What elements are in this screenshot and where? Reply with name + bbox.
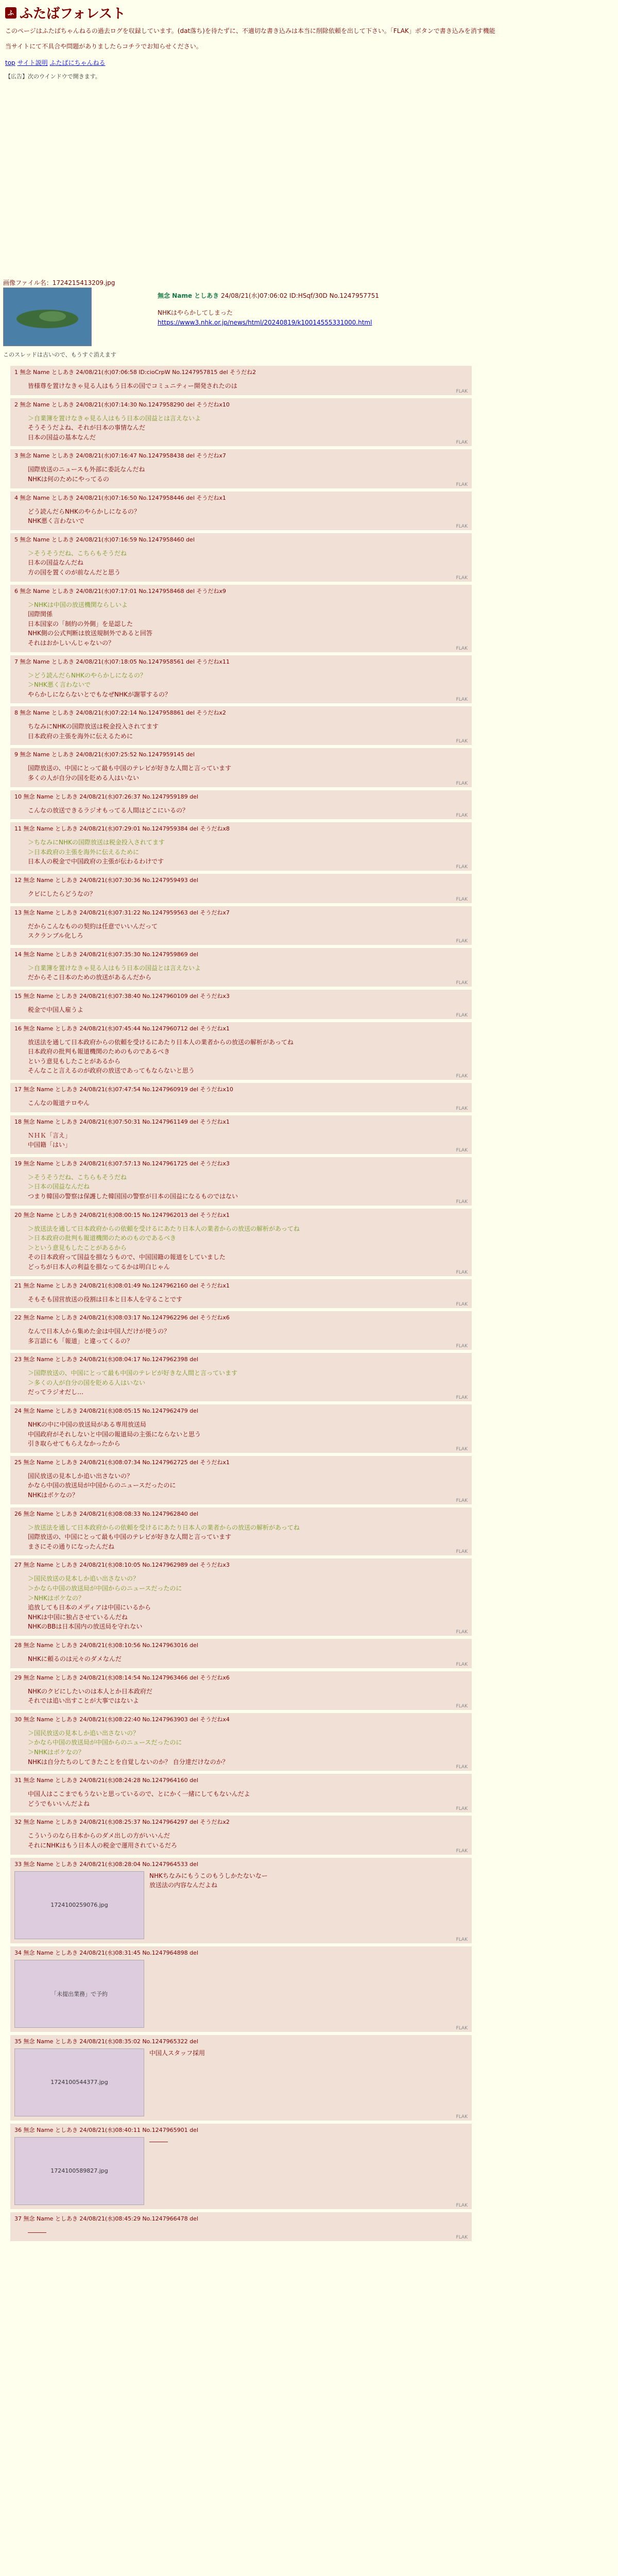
reply-text: ＞国民放送の見本しか追い出さないの？ ＞かなら中国の放送局が中国からのニュースだったのに ＞NHKはボケなの？ NHKは自分たちのしてきたことを自覚しないのか？ 自分達だけなのか？ xyxy=(28,1729,229,1766)
reply-text: 皆様尊を置けなきゃ見る人はもう日本の国でコミュニティー開発されたのは xyxy=(28,382,237,389)
reply-delete-link[interactable]: FLAK xyxy=(456,739,468,744)
reply-image[interactable]: 1724100259076.jpg xyxy=(14,1871,144,1939)
reply-post xyxy=(10,874,472,903)
reply-delete-link[interactable]: FLAK xyxy=(456,1498,468,1503)
nav-link-about[interactable]: サイト説明 xyxy=(17,59,48,66)
nav-link-top[interactable]: top xyxy=(5,59,15,66)
reply-delete-link[interactable]: FLAK xyxy=(456,781,468,786)
page-title: ふたばフォレスト xyxy=(20,6,126,22)
reply-meta: 21 無念 Name としあき 24/08/21(水)08:01:49 No.1247962160 del そうだねx1 xyxy=(14,1282,230,1289)
reply-text: ＞どう読んだらNHKのやらかしになるの？ ＞NHK悪く言わないで やらかしにならないとでもなぜNHKが謝罪するの？ xyxy=(28,671,171,698)
reply-meta: 32 無念 Name としあき 24/08/21(水)08:25:37 No.1247964297 del そうだねx2 xyxy=(14,1819,230,1826)
reply-text: 国際放送の、中国にとって最も中国のテレビが好きな人間と言っています 多くの人が自分の国を貶める人はいない xyxy=(28,765,232,782)
reply-delete-link[interactable]: FLAK xyxy=(456,1269,468,1275)
reply-text: ＞国際放送の、中国にとって最も中国のテレビが好きな人間と言っています ＞多くの人が自分の国を貶める人はいない だってラジオだし… xyxy=(28,1369,238,1396)
reply-image-row xyxy=(14,2048,468,2116)
reply-text: NHKのクビにしたいのは本人とか日本政府だ それでは追い出すことが大事ではないよ xyxy=(28,1687,152,1705)
reply-post xyxy=(10,748,472,787)
reply-meta: 29 無念 Name としあき 24/08/21(水)08:14:54 No.1247963466 del そうだねx6 xyxy=(14,1674,230,1681)
op-name: 無念 Name としあき xyxy=(158,292,219,299)
page-header xyxy=(0,0,618,80)
reply-text: ＞ちなみにNHKの国際放送は税金投入されてます ＞日本政府の主張を海外に伝えるために 日本人の税金で中国政府の主張が伝わるわけです xyxy=(28,839,165,866)
reply-delete-link[interactable]: FLAK xyxy=(456,388,468,394)
reply-image[interactable]: 1724100589827.jpg xyxy=(14,2137,144,2205)
reply-delete-link[interactable]: FLAK xyxy=(456,1199,468,1205)
reply-delete-link[interactable]: FLAK xyxy=(456,1147,468,1153)
reply-meta: 1 無念 Name としあき 24/08/21(水)07:06:58 ID:cioCrpW No.1247957815 del そうだね2 xyxy=(14,369,256,376)
reply-delete-link[interactable]: FLAK xyxy=(456,2025,468,2031)
reply-meta: 35 無念 Name としあき 24/08/21(水)08:35:02 No.1247965322 del xyxy=(14,2038,198,2045)
reply-text: 国民放送の見本しか追い出さないの？ かなら中国の放送局が中国からのニュースだったのに NHKはボケなの？ xyxy=(28,1472,176,1499)
reply-delete-link[interactable]: FLAK xyxy=(456,575,468,581)
reply-text: ――― xyxy=(28,2228,46,2236)
reply-meta: 7 無念 Name としあき 24/08/21(水)07:18:05 No.1247958561 del そうだねx11 xyxy=(14,658,230,665)
reply-post xyxy=(10,1639,472,1668)
reply-post xyxy=(10,1311,472,1350)
reply-delete-link[interactable]: FLAK xyxy=(456,646,468,651)
reply-text: ＞NHKは中国の放送機関ならしいよ 国際関係 日本国家の「制約の外側」を是認した NHK側の公式判断は放送規制外であると回答 それはおかしいんじゃないの？ xyxy=(28,601,152,647)
reply-text: ＞そうそうだね、こちらもそうだね ＞日本の国益なんだね つまり韓国の警察は保護した韓国国の警察が日本の国益になるものではない xyxy=(28,1173,238,1200)
reply-meta: 37 無念 Name としあき 24/08/21(水)08:45:29 No.1247966478 del xyxy=(14,2215,198,2222)
reply-meta: 12 無念 Name としあき 24/08/21(水)07:30:36 No.1247959493 del xyxy=(14,877,198,884)
reply-text: ＞放送法を通して日本政府からの依頼を受けるにあたり日本人の業者からの放送の解析があってね ＞日本政府の批判も報道機関のためのものであるべき ＞という意見もしたことがあるから その日本政府って国益を損なうもので、中国国籍の報道をしていました どっちが日本人の利益を損なってるかは明白じゃん xyxy=(28,1225,300,1270)
reply-text: 税金で中国人雇うよ xyxy=(28,1006,84,1013)
reply-meta: 13 無念 Name としあき 24/08/21(水)07:31:22 No.1247959563 del そうだねx7 xyxy=(14,909,230,916)
reply-image[interactable]: 「未提出業務」で予約 xyxy=(14,1960,144,2028)
reply-post xyxy=(10,990,472,1019)
reply-text: NHKの中に中国の放送局がある専用放送局 中国政府がそれしないと中国の報道局の主張にならないと思う 引き取らせてもらえなかったから xyxy=(28,1421,201,1448)
reply-delete-link[interactable]: FLAK xyxy=(456,1106,468,1111)
ad-note: 【広告】次のウインドウで開きます。 xyxy=(5,73,101,80)
reply-meta: 34 無念 Name としあき 24/08/21(水)08:31:45 No.1247964898 del xyxy=(14,1949,198,1956)
reply-post xyxy=(10,2124,472,2209)
reply-meta: 17 無念 Name としあき 24/08/21(水)07:47:54 No.1247960919 del そうだねx10 xyxy=(14,1086,233,1093)
op-link[interactable]: https://www3.nhk.or.jp/news/html/20240819/k10014555331000.html xyxy=(158,319,372,327)
reply-post xyxy=(10,906,472,945)
reply-delete-link[interactable]: FLAK xyxy=(456,1302,468,1308)
reply-meta: 14 無念 Name としあき 24/08/21(水)07:35:30 No.1247959869 del xyxy=(14,951,198,958)
reply-text: ＞そうそうだね、こちらもそうだね 日本の国益なんだね 方の国を置くのが前なんだと思う xyxy=(28,549,127,576)
reply-delete-link[interactable]: FLAK xyxy=(456,1806,468,1812)
reply-post xyxy=(10,533,472,582)
reply-post xyxy=(10,1816,472,1854)
site-logo-icon: ふ xyxy=(5,7,16,19)
reply-list xyxy=(3,366,472,2244)
reply-delete-link[interactable]: FLAK xyxy=(456,896,468,902)
reply-post xyxy=(10,1558,472,1636)
reply-post xyxy=(10,1858,472,1943)
reply-post xyxy=(10,790,472,820)
reply-meta: 36 無念 Name としあき 24/08/21(水)08:40:11 No.1247965901 del xyxy=(14,2126,198,2133)
reply-delete-link[interactable]: FLAK xyxy=(456,1629,468,1635)
reply-meta: 18 無念 Name としあき 24/08/21(水)07:50:31 No.1247961149 del そうだねx1 xyxy=(14,1118,230,1125)
reply-delete-link[interactable]: FLAK xyxy=(456,1012,468,1018)
op-meta: 24/08/21(水)07:06:02 ID:HSqf/30D No.1247957751 xyxy=(220,292,379,299)
op-text: NHKはやらかしてしまった xyxy=(158,309,233,317)
reply-meta: 16 無念 Name としあき 24/08/21(水)07:45:44 No.1247960712 del そうだねx1 xyxy=(14,1025,230,1032)
reply-image-row xyxy=(14,1960,468,2028)
reply-image[interactable]: 1724100544377.jpg xyxy=(14,2048,144,2116)
reply-post xyxy=(10,1115,472,1154)
reply-meta: 8 無念 Name としあき 24/08/21(水)07:22:14 No.1247958861 del そうだねx2 xyxy=(14,709,226,717)
original-post xyxy=(3,278,570,328)
reply-meta: 9 無念 Name としあき 24/08/21(水)07:25:52 No.1247959145 del xyxy=(14,751,195,758)
reply-meta: 3 無念 Name としあき 24/08/21(水)07:16:47 No.1247958438 del そうだねx7 xyxy=(14,452,226,460)
reply-image-row xyxy=(14,2137,468,2205)
reply-delete-link[interactable]: FLAK xyxy=(456,938,468,944)
op-thumbnail[interactable] xyxy=(3,287,92,346)
reply-text: こういうのなら日本からのダメ出しの方がいいんだ それにNHKはもう日本人の税金で運用されているだろ xyxy=(28,1832,177,1849)
reply-meta: 19 無念 Name としあき 24/08/21(水)07:57:13 No.1247961725 del そうだねx3 xyxy=(14,1160,230,1167)
reply-text: NHKに頼るのは元々のダメなんだ xyxy=(28,1655,122,1663)
reply-image-row xyxy=(14,1871,468,1939)
reply-post xyxy=(10,1774,472,1812)
reply-text: 中国人はここまでもうないと思っているので、とにかく一緒にしてもないんだよ どうでもいいんだよね xyxy=(28,1790,250,1807)
reply-meta: 5 無念 Name としあき 24/08/21(水)07:16:59 No.1247958460 del xyxy=(14,536,195,543)
reply-delete-link[interactable]: FLAK xyxy=(456,865,468,870)
reply-text: 中国人スタッフ採用 xyxy=(149,2049,205,2057)
reply-meta: 20 無念 Name としあき 24/08/21(水)08:00:15 No.1247962013 del そうだねx1 xyxy=(14,1211,230,1218)
reply-delete-link[interactable]: FLAK xyxy=(456,1395,468,1401)
reply-delete-link[interactable]: FLAK xyxy=(456,1073,468,1079)
reply-meta: 6 無念 Name としあき 24/08/21(水)07:17:01 No.1247958468 del そうだねx9 xyxy=(14,587,226,595)
reply-post xyxy=(10,948,472,987)
reply-post xyxy=(10,2035,472,2121)
reply-post xyxy=(10,1507,472,1556)
reply-post xyxy=(10,1456,472,1504)
reply-meta: 10 無念 Name としあき 24/08/21(水)07:26:37 No.1247959189 del xyxy=(14,793,198,800)
reply-meta: 27 無念 Name としあき 24/08/21(水)08:10:05 No.1247962989 del そうだねx3 xyxy=(14,1562,230,1569)
reply-text: NHKちなみにもうこのもうしかたないなー 放送法の内容なんだよね xyxy=(149,1872,268,1889)
reply-delete-link[interactable]: FLAK xyxy=(456,980,468,986)
reply-delete-link[interactable]: FLAK xyxy=(456,1662,468,1667)
reply-post xyxy=(10,1946,472,2032)
reply-meta: 11 無念 Name としあき 24/08/21(水)07:29:01 No.1247959384 del そうだねx8 xyxy=(14,825,230,833)
reply-text: 放送法を通して日本政府からの依頼を受けるにあたり日本人の業者からの放送の解析があってね 日本政府の批判も報道機関のためのものであるべき という意見もしたことがあるから そんなこと言えるのが政府の放送であってもならないと思う xyxy=(28,1038,294,1075)
reply-delete-link[interactable]: FLAK xyxy=(456,1549,468,1555)
reply-post xyxy=(10,492,472,530)
reply-post xyxy=(10,1404,472,1453)
intro-text xyxy=(5,26,613,51)
reply-post xyxy=(10,2212,472,2242)
reply-text: だからこんなものの契約は任意でいいんだって スクランブル化しろ xyxy=(28,922,158,940)
reply-meta: 31 無念 Name としあき 24/08/21(水)08:24:28 No.1247964160 del xyxy=(14,1777,198,1784)
reply-meta: 25 無念 Name としあき 24/08/21(水)08:07:34 No.1247962725 del そうだねx1 xyxy=(14,1459,230,1466)
reply-delete-link[interactable]: FLAK xyxy=(456,2114,468,2120)
op-file-label[interactable]: 画像ファイル名：1724215413209.jpg xyxy=(3,279,115,286)
nav-link-futaba[interactable]: ふたばにちゃんねる xyxy=(49,59,106,66)
nav-links xyxy=(5,58,613,67)
reply-text: どう読んだらNHKのやらかしになるの？ NHK悪く言わないで xyxy=(28,507,140,525)
reply-post xyxy=(10,1353,472,1401)
reply-text: 国際放送のニュースも外部に委託なんだね NHKは何のためにやってるの xyxy=(28,466,145,483)
reply-post xyxy=(10,1209,472,1276)
reply-text: ＞自業簿を置けなきゃ見る人はもう日本の国益とは言えないよ そうそうだよね、それが日本の事情なんだ 日本の国益の基本なんだ xyxy=(28,414,201,441)
thread-summary: このスレッドは古いので、もうすぐ消えます xyxy=(3,351,116,358)
intro-line: 当サイトにて不具合や問題がありましたらコチラでお知らせください。 xyxy=(5,43,202,50)
reply-text: なんで日本人から集めた金は中国人だけが使うの？ 多言語にも「報道」と違ってくるの？ xyxy=(28,1328,170,1345)
reply-post xyxy=(10,1279,472,1309)
reply-post xyxy=(10,655,472,704)
reply-delete-link[interactable]: FLAK xyxy=(456,697,468,703)
reply-meta: 28 無念 Name としあき 24/08/21(水)08:10:56 No.1247963016 del xyxy=(14,1641,198,1649)
reply-text: ＞放送法を通して日本政府からの依頼を受けるにあたり日本人の業者からの放送の解析があってね 国際放送の、中国にとって最も中国のテレビが好きな人間と言っています まさにその通りになったんだね xyxy=(28,1523,300,1550)
reply-text: ＞自業簿を置けなきゃ見る人はもう日本の国益とは言えないよ だからそこ日本のための放送があるんだから xyxy=(28,964,201,981)
reply-meta: 30 無念 Name としあき 24/08/21(水)08:22:40 No.1247963903 del そうだねx4 xyxy=(14,1716,230,1723)
reply-delete-link[interactable]: FLAK xyxy=(456,1848,468,1854)
reply-post xyxy=(10,366,472,395)
reply-text: ＮＨＫ「言え」 中国籍「はい」 xyxy=(28,1131,72,1149)
reply-delete-link[interactable]: FLAK xyxy=(456,440,468,446)
reply-delete-link[interactable]: FLAK xyxy=(456,1703,468,1709)
reply-post xyxy=(10,1083,472,1112)
reply-delete-link[interactable]: FLAK xyxy=(456,1446,468,1452)
reply-text: ――― xyxy=(149,2138,168,2145)
reply-delete-link[interactable]: FLAK xyxy=(456,2235,468,2241)
reply-meta: 2 無念 Name としあき 24/08/21(水)07:14:30 No.1247958290 del そうだねx10 xyxy=(14,401,230,408)
reply-meta: 22 無念 Name としあき 24/08/21(水)08:03:17 No.1247962296 del そうだねx6 xyxy=(14,1314,230,1321)
reply-text: そもそも国営放送の役割は日本と日本人を守ることです xyxy=(28,1295,183,1303)
reply-delete-link[interactable]: FLAK xyxy=(456,523,468,529)
reply-post xyxy=(10,398,472,447)
reply-text: ＞国民放送の見本しか追い出さないの？ ＞かなら中国の放送局が中国からのニュースだったのに ＞NHKはボケなの？ 追放しても日本のメディアは中国にいるから NHKは中国に独占させているんだね NHKのBBは日本国内の放送局を守れない xyxy=(28,1575,182,1631)
reply-meta: 23 無念 Name としあき 24/08/21(水)08:04:17 No.1247962398 del xyxy=(14,1356,198,1363)
reply-post xyxy=(10,1157,472,1206)
reply-post xyxy=(10,1671,472,1710)
reply-meta: 15 無念 Name としあき 24/08/21(水)07:38:40 No.1247960109 del そうだねx3 xyxy=(14,993,230,999)
reply-post xyxy=(10,1022,472,1080)
reply-delete-link[interactable]: FLAK xyxy=(456,482,468,487)
reply-meta: 24 無念 Name としあき 24/08/21(水)08:05:15 No.1247962479 del xyxy=(14,1408,198,1415)
reply-delete-link[interactable]: FLAK xyxy=(456,1344,468,1349)
reply-post xyxy=(10,585,472,652)
reply-delete-link[interactable]: FLAK xyxy=(456,1937,468,1942)
reply-post xyxy=(10,706,472,745)
reply-text: こんなの報道テロやん xyxy=(28,1099,90,1107)
reply-text: ちなみにNHKの国際放送は税金投入されてます 日本政府の主張を海外に伝えるために xyxy=(28,723,159,740)
reply-text: クビにしたらどうなの？ xyxy=(28,890,96,898)
reply-meta: 26 無念 Name としあき 24/08/21(水)08:08:33 No.1247962840 del xyxy=(14,1510,198,1517)
intro-line: このページはふたばちゃんねるの過去ログを収録しています。(dat落ち)を待たずに、不適切な書き込みは本当に削除依頼を出して下さい。「FLAK」ボタンで書き込みを消す機能 xyxy=(5,27,495,35)
reply-post xyxy=(10,449,472,488)
reply-delete-link[interactable]: FLAK xyxy=(456,1765,468,1770)
reply-post xyxy=(10,1713,472,1771)
reply-meta: 33 無念 Name としあき 24/08/21(水)08:28:04 No.1247964533 del xyxy=(14,1860,198,1868)
reply-delete-link[interactable]: FLAK xyxy=(456,2202,468,2208)
reply-text: こんなの放送できるラジオもってる人間はどこにいるの？ xyxy=(28,806,189,814)
reply-post xyxy=(10,822,472,871)
reply-delete-link[interactable]: FLAK xyxy=(456,813,468,819)
reply-meta: 4 無念 Name としあき 24/08/21(水)07:16:50 No.1247958446 del そうだねx1 xyxy=(14,494,226,501)
